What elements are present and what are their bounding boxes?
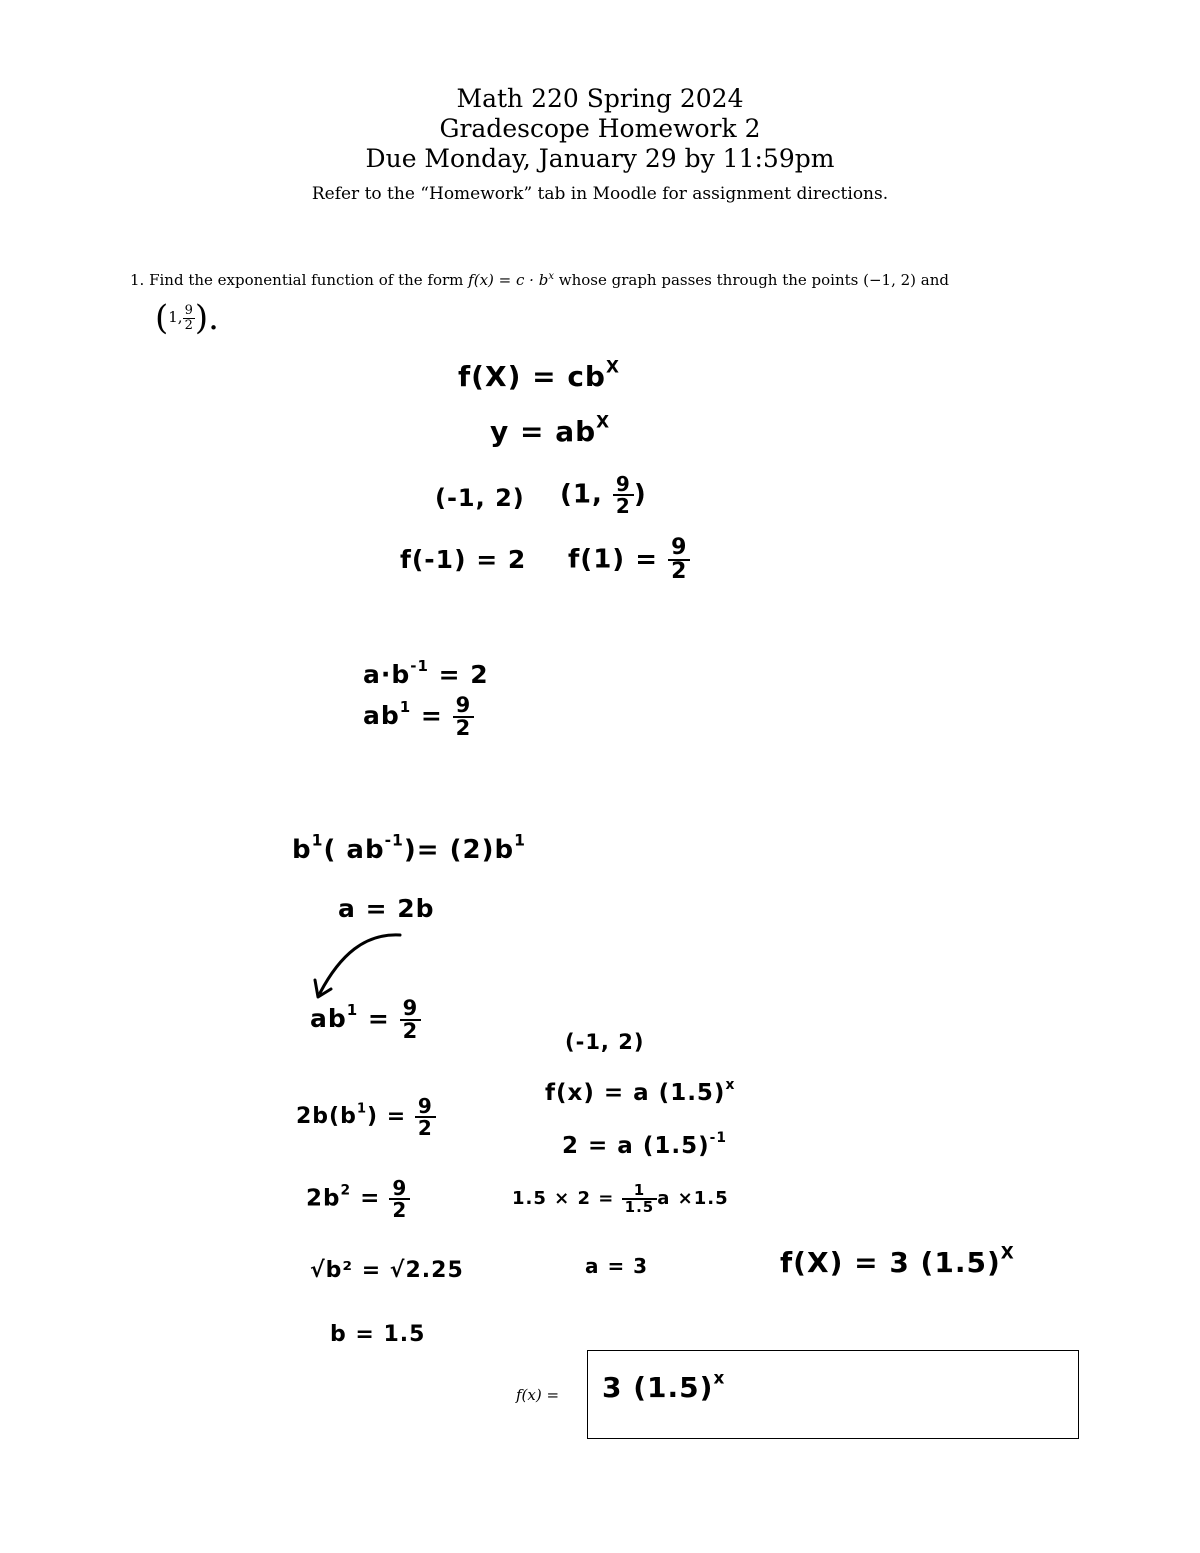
work-f-1: f(1) = $\frac{9}{2}$	[568, 537, 690, 583]
substitution-arrow	[305, 925, 415, 1005]
work-general-form: $f(X) = cb^X$	[458, 356, 620, 393]
work-b-value: b = 1.5	[330, 1322, 426, 1347]
problem-function: $f(x) = c \cdot b^x$	[468, 271, 554, 289]
work-step-1: $2b(b^1)$ = $\frac{9}{2}$	[296, 1096, 436, 1138]
answer-value: 3 $(1.5)^x$	[602, 1367, 726, 1404]
problem-text-b: whose graph passes through the points (−1, 2) and	[558, 271, 950, 289]
assignment-title: Gradescope Homework 2	[439, 114, 761, 143]
problem-text-a: Find the exponential function of the form	[149, 271, 464, 289]
work-point-2: (1, $\frac{9}{2}$ )	[560, 472, 647, 518]
work-substitute: $ab^1$ = $\frac{9}{2}$	[310, 998, 421, 1042]
work-sqrt: √b² = √2.25	[310, 1258, 464, 1283]
work-multiply: $b^1$( $ab^{-1})= (2)b^1$	[292, 831, 526, 865]
directions: Refer to the “Homework” tab in Moodle for assignment directions.	[311, 184, 889, 204]
answer-label: f(x) =	[516, 1386, 560, 1404]
work-right-multiply: 1.5 × 2 = $\frac{1}{1.5}$ a ×1.5	[512, 1181, 729, 1216]
work-step-2: $2b^2$ = $\frac{9}{2}$	[306, 1178, 410, 1220]
due-date: Due Monday, January 29 by 11:59pm	[365, 144, 835, 173]
work-y-form: $y = ab^X$	[490, 411, 611, 448]
work-right-eq: 2 = a $(1.5)^{-1}$	[562, 1129, 727, 1159]
work-final-function: f(X) = 3 $(1.5)^X$	[780, 1242, 1015, 1279]
work-eq-2: $ab^1$ = $\frac{9}{2}$	[363, 695, 474, 739]
course-title: Math 220 Spring 2024	[456, 84, 744, 113]
problem-statement	[130, 271, 949, 289]
work-right-fx: f(x) = a $(1.5)^x$	[545, 1076, 736, 1106]
work-eq-1: $a\cdot b^{-1} = 2$	[363, 657, 489, 689]
problem-number: 1.	[130, 271, 145, 289]
work-point-1: (-1, 2)	[435, 484, 525, 512]
work-right-point: (-1, 2)	[565, 1030, 645, 1054]
work-a-equals-2b: a = 2b	[338, 894, 435, 923]
work-f-neg1: f(-1) = 2	[400, 545, 527, 574]
answer-box[interactable]	[587, 1350, 1079, 1439]
problem-point-2: (1, $\frac{9}{2}$ ).	[155, 298, 219, 338]
work-a-value: a = 3	[585, 1254, 649, 1278]
